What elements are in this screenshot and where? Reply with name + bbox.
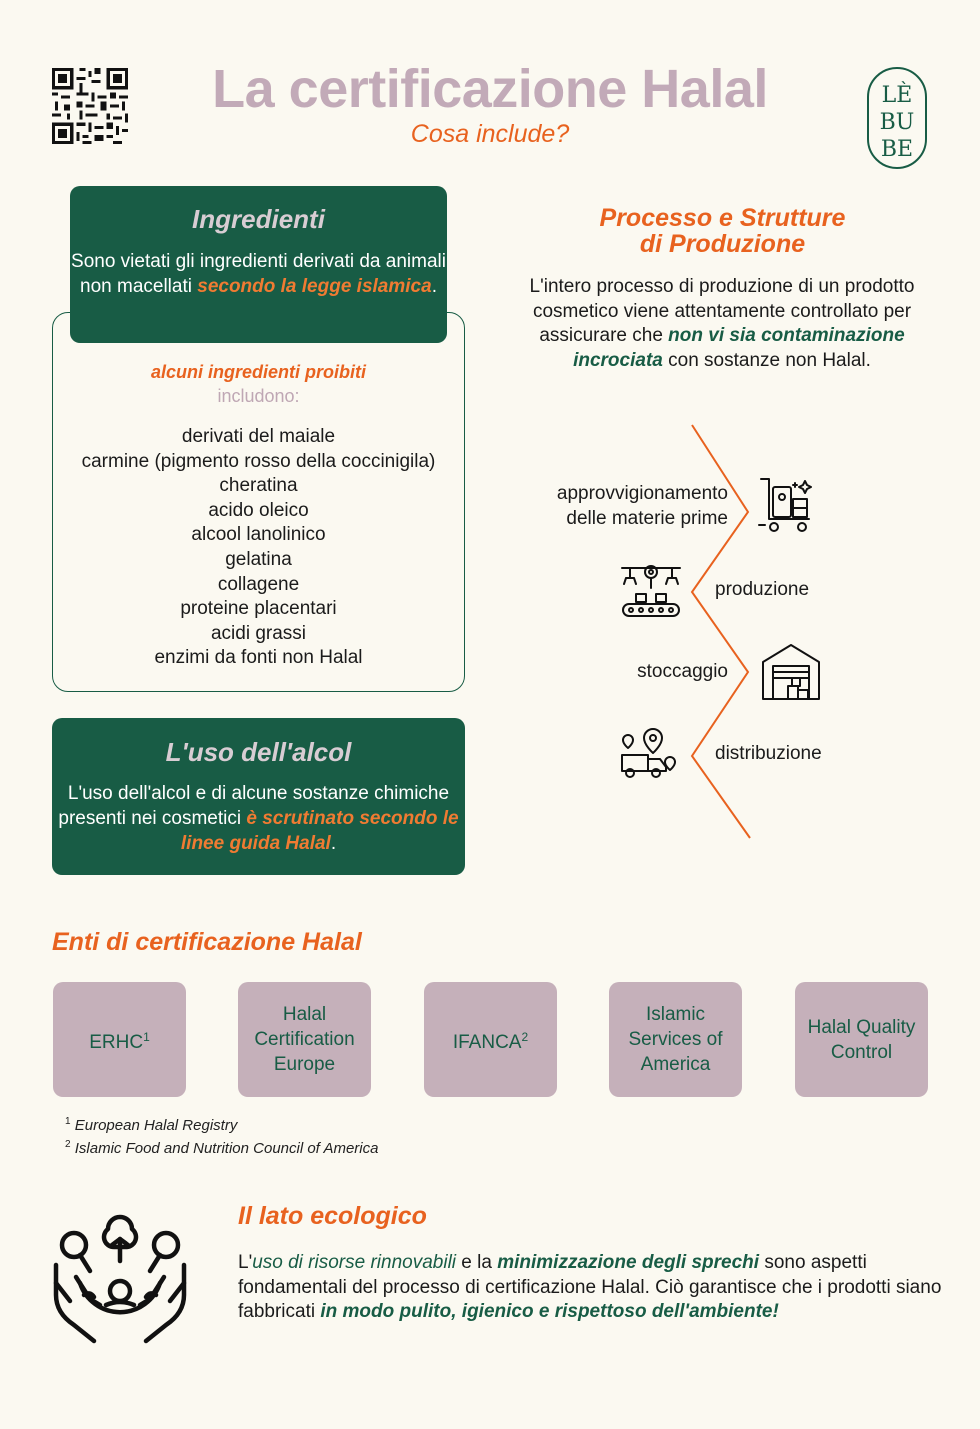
delivery-truck-icon: [620, 725, 682, 783]
list-item: gelatina: [225, 548, 292, 570]
footnote: $^2$ Islamic Food and Nutrition Council of America: [65, 1139, 379, 1157]
entity-card-hqc: Halal Quality Control: [795, 982, 928, 1097]
ingredients-text: Sono vietati gli ingredienti derivati da animali non macellati secondo la legge islamica.: [71, 251, 446, 297]
process-title: Processo e Strutture di Produzione: [599, 204, 846, 258]
alcohol-text: L'uso dell'alcol e di alcune sostanze chimiche presenti nei cosmetici è scrutinato secondo le linee guida Halal.: [58, 783, 459, 854]
list-item: cheratina: [219, 475, 298, 497]
logo-line-2: BU: [879, 110, 915, 135]
list-item: derivati del maiale: [181, 426, 336, 447]
eco-hands-earth-icon: [50, 1205, 190, 1345]
entity-card-isa: Islamic Services of America: [609, 982, 742, 1097]
eco-title: Il lato ecologico: [238, 1202, 427, 1230]
page-subtitle: Cosa include?: [410, 120, 570, 148]
entities-title: Enti di certificazione Halal: [52, 928, 362, 956]
eco-text: L'uso di risorse rinnovabili e la minimizzazione degli sprechi sono aspetti fondamentali del processo di certificazione Halal. Ciò garantisce che i prodotti siano fabbricati in modo pulito, igienico e rispettoso dell'ambiente!: [238, 1252, 942, 1323]
brand-logo: [866, 66, 928, 170]
prohibited-subheading: includono:: [217, 386, 300, 406]
entity-card-hce: Halal Certification Europe: [238, 982, 371, 1097]
logo-line-3: BE: [880, 137, 914, 162]
alcohol-heading: L'uso dell'alcol: [165, 737, 352, 767]
alcohol-card: [52, 718, 465, 875]
list-item: proteine placentari: [180, 598, 337, 620]
process-text: L'intero processo di produzione di un prodotto cosmetico viene attentamente controllato per assicurare che non vi sia contaminazione incrociata con sostanze non Halal.: [529, 276, 915, 371]
supply-cart-icon: [757, 475, 817, 535]
warehouse-icon: [760, 642, 822, 702]
list-item: collagene: [217, 573, 300, 595]
entity-card-ifanca: IFANCA$^2$: [424, 982, 557, 1097]
ingredients-heading: Ingredienti: [192, 204, 325, 234]
step-production-label: produzione: [715, 579, 810, 600]
list-item: acidi grassi: [210, 622, 307, 644]
step-distribution-label: distribuzione: [715, 743, 822, 764]
list-item: acido oleico: [208, 499, 309, 521]
qr-code-icon[interactable]: [52, 68, 128, 144]
list-item: enzimi da fonti non Halal: [154, 647, 363, 669]
footnotes: [65, 1112, 378, 1158]
step-supply-label: approvvigionamento delle materie prime: [556, 483, 728, 529]
prohibited-heading: alcuni ingredienti proibiti: [150, 362, 366, 382]
ingredients-card: [70, 186, 447, 343]
list-item: carmine (pigmento rosso della coccinigila): [81, 450, 436, 472]
list-item: alcool lanolinico: [191, 524, 326, 546]
prohibited-ingredients-list: [52, 425, 465, 671]
page-title: La certificazione Halal: [212, 59, 768, 119]
logo-line-1: LÈ: [881, 83, 913, 108]
footnote: $^1$ European Halal Registry: [65, 1116, 238, 1134]
step-storage-label: stoccaggio: [637, 661, 728, 682]
production-line-icon: [620, 560, 682, 622]
entity-card-erhc: ERHC$^1$: [53, 982, 186, 1097]
